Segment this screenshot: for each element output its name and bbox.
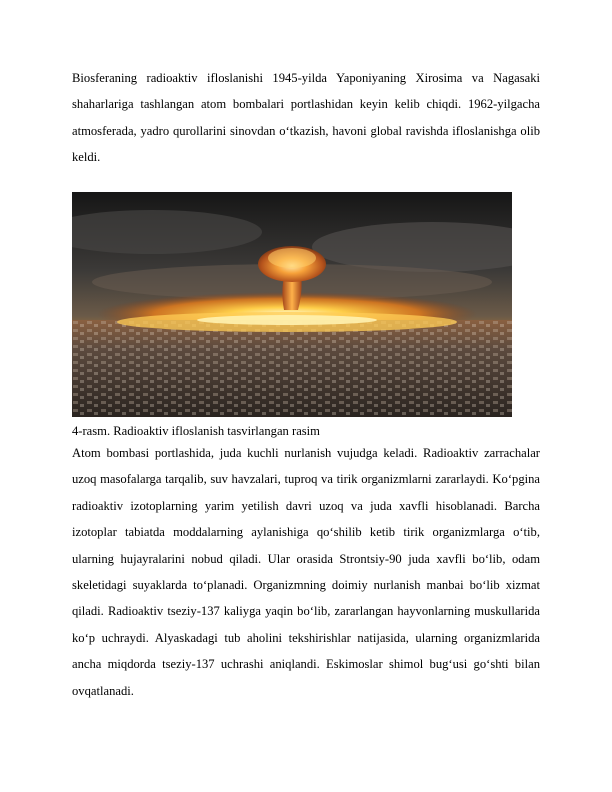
explosion-figure <box>72 192 512 417</box>
main-paragraph: Atom bombasi portlashida, juda kuchli nurlanish vujudga keladi. Radioaktiv zarrachalar uzoq masofalarga tarqalib, suv havzalari, tuproq va tirik organizmlarni zararlaydi. Ko‘pgina radioaktiv izotoplarning yarim yetilish davri uzoq va juda xavfli hisoblanadi. Barcha izotoplar tabiatda moddalarning aylanishiga qo‘shilib ketib tirik organizmlarga o‘tib, ularning hujayralarini nobud qiladi. Ular orasida Strontsiy-90 juda xavfli bo‘lib, odam skeletidagi suyaklarda to‘planadi. Organizmning doimiy nurlanish manbai bo‘lib xizmat qiladi. Radioaktiv tseziy-137 kaliyga yaqin bo‘lib, zararlangan hayvonlarning muskullarida ko‘p uchraydi. Alyaskadagi tub aholini tekshirishlar natijasida, ularning organizmlarida ancha miqdorda tseziy-137 uchrashi aniqlandi. Eskimoslar shimol bug‘usi go‘shti bilan ovqatlanadi. <box>72 446 540 698</box>
caption-text: Radioaktiv ifloslanish tasvirlangan rasim <box>110 424 320 438</box>
figure-caption <box>72 423 540 439</box>
nuclear-explosion-image <box>72 192 512 417</box>
caption-label: 4-rasm. <box>72 424 111 438</box>
intro-paragraph: Biosferaning radioaktiv ifloslanishi 1945-yilda Yaponiyaning Xirosima va Nagasaki shaharlariga tashlangan atom bombalari portlashidan keyin kelib chiqdi. 1962-yilgacha atmosferada, yadro qurollarini sinovdan o‘tkazish, havoni global ravishda ifloslanishga olib keldi. <box>72 71 540 165</box>
